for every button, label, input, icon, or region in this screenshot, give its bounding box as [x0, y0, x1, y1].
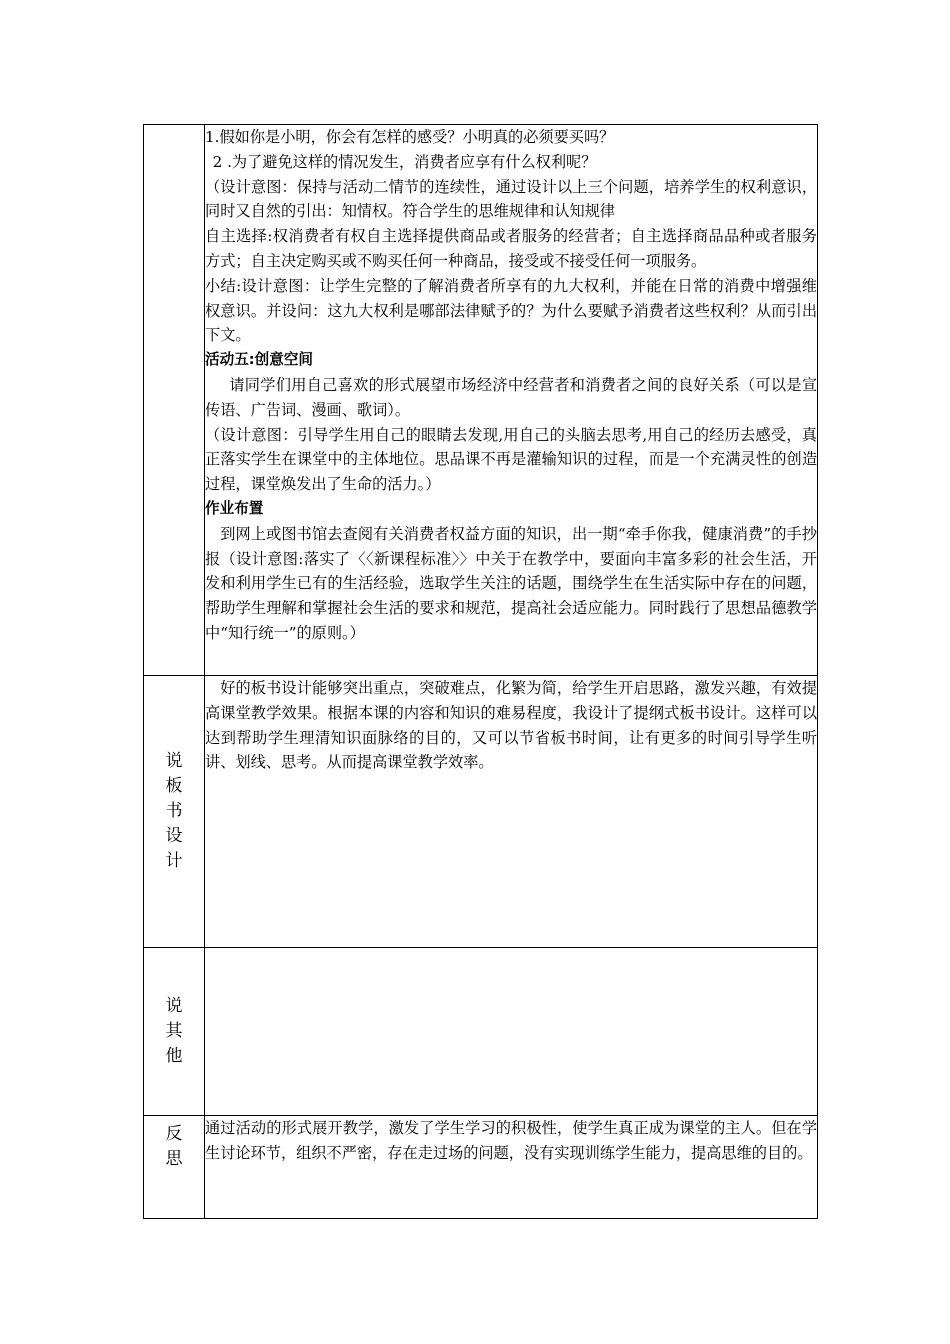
design-intent-1: （设计意图：保持与活动二情节的连续性，通过设计以上三个问题，培养学生的权利意识，同时又自然的引出：知情权。符合学生的思维规律和认知规律: [205, 177, 817, 221]
label-char: 他: [165, 1046, 183, 1066]
board-design-text: 好的板书设计能够突出重点，突破难点，化繁为简，给学生开启思路，激发兴趣，有效提高课堂教学效果。根据本课的内容和知识的难易程度，我设计了提纲式板书设计。这样可以达到帮助学生理清知识面脉络的目的，又可以节省板书时间，让有更多的时间引导学生听讲、划线、思考。从而提高课堂教学效率。: [205, 679, 817, 772]
activity-five-text: 请同学们用自己喜欢的形式展望市场经济中经营者和消费者之间的良好关系（可以是宣传语、广告词、漫画、歌词）。: [205, 375, 817, 419]
question-1: 1.假如你是小明，你会有怎样的感受？小明真的必须要买吗？: [205, 128, 615, 146]
summary-text: 小结:设计意图：让学生完整的了解消费者所享有的九大权利，并能在日常的消费中增强维权意识。并设问：这九大权利是哪部法律赋予的？为什么要赋予消费者这些权利？从而引出下文。: [205, 276, 817, 345]
label-char: 反: [165, 1124, 183, 1144]
table-row: [144, 1116, 818, 1219]
empty-label-cell: [144, 125, 205, 676]
homework-heading: 作业布置: [205, 499, 264, 517]
label-char: 其: [165, 1021, 183, 1041]
lesson-plan-table: [143, 124, 818, 1219]
activity-five-heading: 活动五:创意空间: [205, 351, 313, 369]
autonomous-choice-text: 自主选择:权消费者有权自主选择提供商品或者服务的经营者；自主选择商品品种或者服务方式；自主决定购买或不购买任何一种商品，接受或不接受任何一项服务。: [205, 227, 817, 270]
reflection-content-cell: [205, 1116, 818, 1219]
table-row: [144, 676, 818, 948]
table-row: [144, 125, 818, 676]
reflection-text: 通过活动的形式展开教学，激发了学生学习的积极性，使学生真正成为课堂的主人。但在学生讨论环节，组织不严密，存在走过场的问题，没有实现训练学生能力，提高思维的目的。: [205, 1119, 817, 1162]
question-2: 2 .为了避免这样的情况发生，消费者应享有什么权利呢？: [212, 152, 597, 171]
label-char: 思: [165, 1149, 183, 1169]
label-char: 书: [165, 801, 183, 821]
homework-text: 到网上或图书馆去查阅有关消费者权益方面的知识，出一期“牵手你我，健康消费”的手抄报（设计意图:落实了〈〈新课程标准〉〉中关于在教学中，要面向丰富多彩的社会生活，开发和利用学生已有的生活经验，选取学生关注的话题，围绕学生在生活实际中存在的问题，帮助学生理解和掌握社会生活的要求和规范，提高社会适应能力。同时践行了思想品德教学中“知行统一”的原则。）: [205, 524, 817, 642]
reflection-label-cell: [144, 1116, 205, 1219]
label-char: 说: [165, 751, 183, 771]
design-intent-2: （设计意图：引导学生用自己的眼睛去发现,用自己的头脑去思考,用自己的经历去感受，真正落实学生在课堂中的主体地位。思品课不再是灌输知识的过程，而是一个充满灵性的创造过程，课堂焕发出了生命的活力。）: [205, 425, 817, 494]
label-char: 设: [165, 826, 183, 846]
other-label-cell: [144, 948, 205, 1116]
table-row: [144, 948, 818, 1116]
lesson-plan-sheet: [143, 124, 818, 1219]
board-design-label-cell: [144, 676, 205, 948]
teaching-process-cell: [205, 125, 818, 676]
other-content-cell: [205, 948, 818, 1116]
label-char: 计: [165, 851, 183, 871]
board-design-content-cell: [205, 676, 818, 948]
label-char: 说: [165, 996, 183, 1016]
label-char: 板: [165, 776, 183, 796]
